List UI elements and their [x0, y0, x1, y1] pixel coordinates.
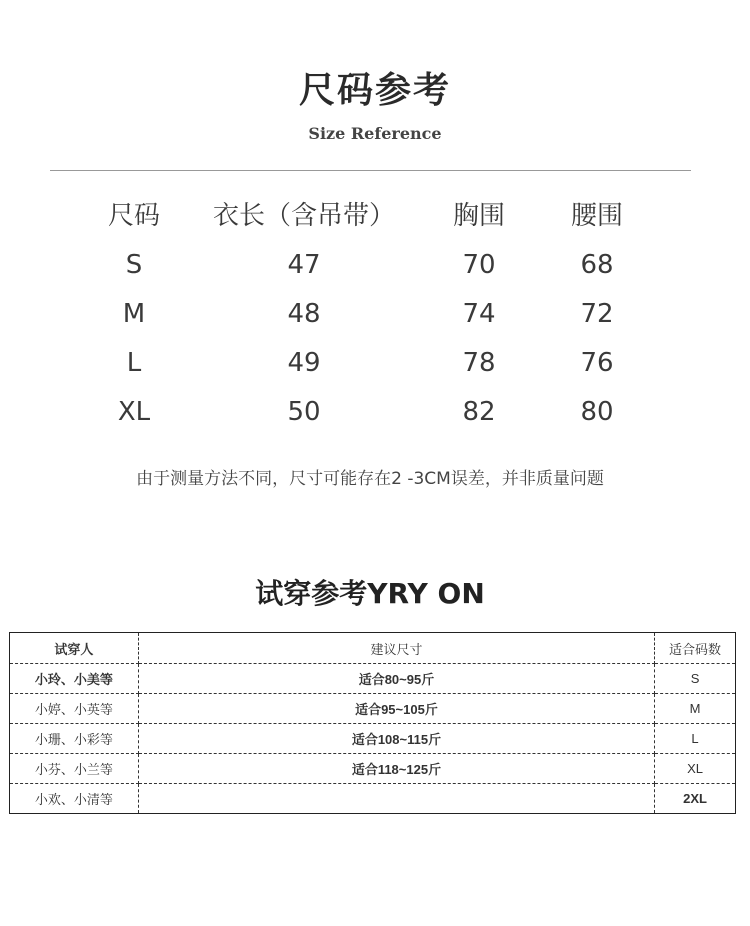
length-cell: 50: [287, 397, 321, 427]
fit-size-cell: 2XL: [655, 784, 736, 814]
measurement-note: 由于测量方法不同，尺寸可能存在2 -3CM误差，并非质量问题: [136, 469, 604, 489]
header-tester: 试穿人: [10, 633, 139, 664]
size-header-row: [0, 192, 750, 241]
table-row: [10, 784, 736, 814]
suggested-size-cell: [138, 784, 654, 814]
tester-cell: 小芬、小兰等: [10, 754, 139, 784]
size-cell: XL: [117, 397, 151, 427]
page-title: 尺码参考: [298, 70, 451, 111]
tester-cell: 小婷、小英等: [10, 694, 139, 724]
tryon-title: 试穿参考YRY ON: [255, 577, 485, 610]
header-suggested-size: 建议尺寸: [138, 633, 654, 664]
table-row: [10, 754, 736, 784]
header-fit-size: 适合码数: [655, 633, 736, 664]
size-cell: L: [126, 348, 142, 378]
length-cell: 47: [287, 250, 321, 280]
size-cell: S: [125, 250, 143, 280]
divider: [50, 170, 691, 171]
size-cell: M: [122, 299, 146, 329]
tester-cell: 小玲、小美等: [10, 664, 139, 694]
suggested-size-cell: 适合80~95斤: [138, 664, 654, 694]
table-row: [10, 664, 736, 694]
size-row: [0, 241, 750, 290]
suggested-size-cell: 适合118~125斤: [138, 754, 654, 784]
table-row: [10, 694, 736, 724]
size-row: [0, 339, 750, 388]
length-cell: 48: [287, 299, 321, 329]
bust-cell: 70: [462, 250, 496, 280]
fit-size-cell: M: [655, 694, 736, 724]
size-row: [0, 388, 750, 437]
waist-cell: 68: [580, 250, 614, 280]
fit-size-cell: L: [655, 724, 736, 754]
tryon-table: [9, 632, 736, 814]
bust-cell: 82: [462, 397, 496, 427]
page-subtitle: Size Reference: [308, 124, 442, 143]
header-bust: 胸围: [452, 201, 506, 231]
size-row: [0, 290, 750, 339]
header-waist: 腰围: [570, 201, 624, 231]
header-length: 衣长（含吊带）: [212, 201, 396, 231]
table-row: [10, 724, 736, 754]
bust-cell: 78: [462, 348, 496, 378]
tryon-header-row: [10, 633, 736, 664]
size-reference-table: [0, 192, 750, 437]
length-cell: 49: [287, 348, 321, 378]
tester-cell: 小珊、小彩等: [10, 724, 139, 754]
waist-cell: 76: [580, 348, 614, 378]
suggested-size-cell: 适合95~105斤: [138, 694, 654, 724]
tester-cell: 小欢、小清等: [10, 784, 139, 814]
fit-size-cell: S: [655, 664, 736, 694]
bust-cell: 74: [462, 299, 496, 329]
header-size: 尺码: [107, 201, 161, 231]
waist-cell: 72: [580, 299, 614, 329]
fit-size-cell: XL: [655, 754, 736, 784]
suggested-size-cell: 适合108~115斤: [138, 724, 654, 754]
waist-cell: 80: [580, 397, 614, 427]
